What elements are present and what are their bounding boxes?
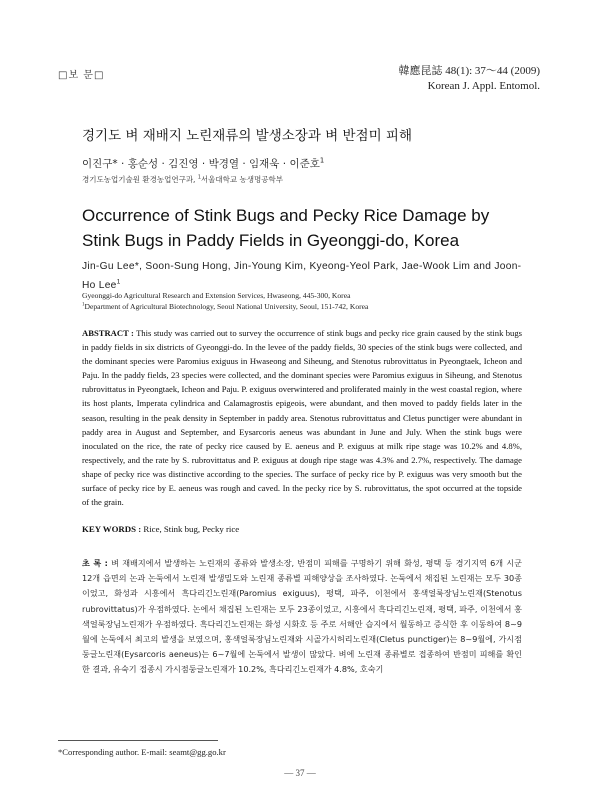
korean-authors-text: 이진구* · 홍순성 · 김진영 · 박경열 · 임재욱 · 이준호 bbox=[82, 158, 320, 170]
english-authors bbox=[82, 257, 522, 295]
korean-affiliation-a: 경기도농업기술원 환경농업연구과, bbox=[82, 175, 198, 184]
korean-authors bbox=[82, 156, 324, 171]
korean-abstract-label: 초 록 : bbox=[82, 558, 108, 568]
english-affiliation-2-text: Department of Agricultural Biotechnology, Seoul National University, Seoul, 151-742, Korea bbox=[84, 301, 369, 311]
english-affiliation-1: Gyeonggi-do Agricultural Research and Extension Services, Hwaseong, 445-300, Korea bbox=[82, 291, 351, 300]
keywords-label: KEY WORDS : bbox=[82, 524, 142, 534]
page-number: — 37 — bbox=[284, 768, 316, 778]
korean-affiliation-sup: 1 bbox=[197, 174, 201, 181]
korean-affiliation-b: 서울대학교 농생명공학부 bbox=[200, 175, 284, 184]
korean-title: 경기도 벼 재배지 노린재류의 발생소장과 벼 반점미 피해 bbox=[82, 128, 412, 144]
korean-authors-sup: 1 bbox=[319, 156, 325, 165]
english-affiliations bbox=[82, 291, 522, 312]
journal-citation bbox=[399, 64, 540, 94]
english-authors-text: Jin-Gu Lee*, Soon-Sung Hong, Jin-Young Kim, Kyeong-Yeol Park, Jae-Wook Lim and Joon-Ho Lee bbox=[82, 261, 522, 291]
footnote-divider bbox=[58, 740, 218, 741]
corresponding-author-footnote: *Corresponding author. E-mail: seamt@gg.go.kr bbox=[58, 747, 226, 757]
abstract-text: This study was carried out to survey the occurrence of stink bugs and pecky rice grain caused by the stink bugs in paddy fields in six districts of Gyeonggi-do. In the levee of the paddy fields, 30 species of the stink bugs were collected, and the dominant species were Paromius exiguus in Hwaseong and Siheung, and Stenotus rubrovittatus in Pyeongtaek, Icheon and Paju. In the paddy fields, 23 species were collected, and the dominant species were Paromius exiguus in Siheung, and Stenotus rubrovittatus in Pyeongtaek, Icheon and Paju. P. exiguus overwintered and proliferated mainly in the west coastal region, where its host plants, Imperata cylindrica and Calamagrostis epigeois, were abundant, and then moved to paddy fields later in the season, resulting in the peak density in September in paddy area. Stenotus rubrovittatus and Cletus punctiger were abundant in paddy area in August and September, and Eysarcoris aeneus was abundant in June and July. When the stink bugs were inoculated on the rice, the rate of pecky rice caused by E. aeneus and P. exiguus at milk ripe stage was 10.2% and 4.8%, respectively, and the rate by S. rubrovittatus and P. exiguus at dough ripe stage was 4.3% and 2.7%, respectively. The damage shape of pecky rice was distinctive according to the species. The surface of pecky rice by P. exiguus was very smooth but the surface of pecky rice by E. aeneus was rough and caved. In the pecky rice by S. rubrovittatus, the spot occurred at the topside of the grain. bbox=[82, 328, 522, 508]
english-authors-sup: 1 bbox=[116, 278, 121, 286]
abstract bbox=[82, 326, 522, 509]
keywords bbox=[82, 524, 522, 534]
english-affiliation-2 bbox=[82, 302, 522, 313]
abstract-label: ABSTRACT : bbox=[82, 328, 134, 338]
journal-line-1: 韓應昆誌 48(1): 37～44 (2009) bbox=[398, 65, 540, 77]
journal-line-2: Korean J. Appl. Entomol. bbox=[427, 80, 540, 92]
korean-abstract bbox=[82, 556, 522, 678]
english-affiliation-2-sup: 1 bbox=[82, 301, 85, 307]
section-label: □보 문□ bbox=[58, 70, 105, 81]
keywords-text: Rice, Stink bug, Pecky rice bbox=[143, 524, 240, 534]
english-title: Occurrence of Stink Bugs and Pecky Rice Damage by Stink Bugs in Paddy Fields in Gyeonggi-do, Korea bbox=[82, 206, 490, 250]
korean-affiliation bbox=[82, 174, 283, 185]
korean-abstract-text: 벼 재배지에서 발생하는 노린재의 종류와 발생소장, 반점미 피해를 구명하기 위해 화성, 평택 등 경기지역 6개 시군 12개 읍면의 논과 논둑에서 노린재 발생밀도와 노린재 종류별 피해양상을 조사하였다. 논둑에서 채집된 노린재는 모두 30종이었고, 화성과 시흥에서 흑다리긴노린재(Paromius exiguus), 평택, 파주, 이천에서 홍색얼룩장님노린재(Stenotus rubrovittatus)가 우점하였다. 논에서 채집된 노린재는 모두 23종이었고, 시흥에서 흑다리긴노린재, 평택, 파주, 이천에서 홍색얼룩장님노린재가 우점하였다. 흑다리긴노린재는 화성 시화호 등 주로 서해안 습지에서 월동하고 증식한 후 이동하여 8~9월에 논둑에서 최고의 발생을 보였으며, 홍색얼룩장님노린재와 시골가시허리노린재(Cletus punctiger)는 8~9월에, 가시점둥글노린재(Eysarcoris aeneus)는 6~7월에 논둑에서 발생이 많았다. 벼에 노린재 종류별로 접종하여 반점미 피해를 확인한 결과, 유숙기 접종시 가시점둥글노린재가 10.2%, 흑다리긴노린재가 4.8%, 호숙기 bbox=[82, 558, 522, 675]
